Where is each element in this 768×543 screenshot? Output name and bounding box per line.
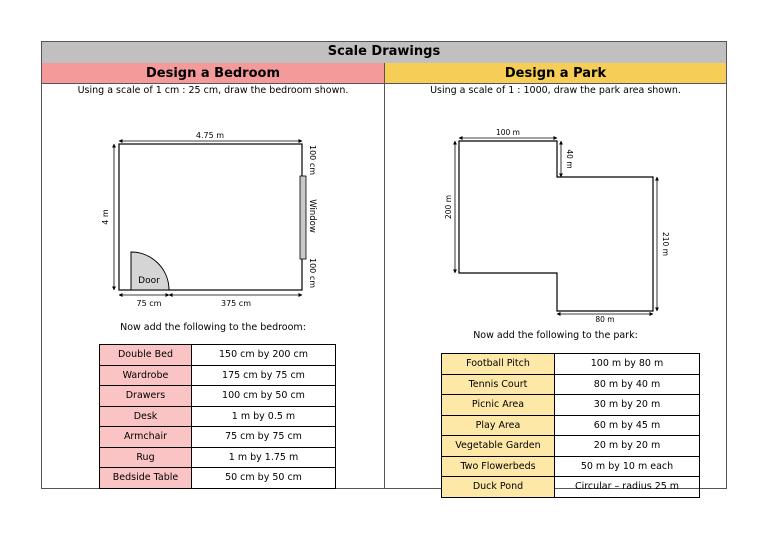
item-size-cell: 150 cm by 200 cm (192, 345, 336, 366)
bedroom-instruction: Using a scale of 1 cm : 25 cm, draw the bedroom shown. (77, 85, 349, 96)
item-size-cell: 100 m by 80 m (555, 354, 700, 375)
table-row (100, 447, 336, 468)
dim-label-bottom-left: 75 cm (136, 299, 162, 308)
item-name-cell: Drawers (100, 386, 192, 407)
item-name-cell: Play Area (442, 415, 555, 436)
item-name-cell: Duck Pond (442, 477, 555, 498)
item-size-cell: 1 m by 1.75 m (192, 447, 336, 468)
park-dim-label-bottom: 80 m (595, 315, 615, 324)
dim-label-right-top: 100 cm (308, 144, 317, 176)
door-label: Door (138, 276, 160, 286)
bedroom-add-text: Now add the following to the bedroom: (120, 322, 306, 333)
park-diagram (385, 63, 726, 333)
window-label: Window (307, 199, 317, 233)
dim-label-top: 4.75 m (195, 131, 225, 140)
item-name-cell: Picnic Area (442, 395, 555, 416)
item-size-cell: 50 m by 10 m each (555, 456, 700, 477)
table-row (100, 345, 336, 366)
item-name-cell: Tennis Court (442, 374, 555, 395)
dim-label-bottom-right: 375 cm (220, 299, 252, 308)
item-name-cell: Desk (100, 406, 192, 427)
park-dim-label-right: 210 m (661, 231, 670, 257)
park-dim-label-step: 40 m (565, 149, 574, 169)
item-name-cell: Two Flowerbeds (442, 456, 555, 477)
item-name-cell: Football Pitch (442, 354, 555, 375)
item-size-cell: 1 m by 0.5 m (192, 406, 336, 427)
table-row (100, 386, 336, 407)
park-section (385, 63, 726, 493)
item-name-cell: Wardrobe (100, 365, 192, 386)
bedroom-items-table (99, 344, 336, 489)
bedroom-diagram (42, 63, 385, 308)
table-row (442, 374, 700, 395)
table-row (100, 468, 336, 489)
item-size-cell: Circular – radius 25 m (555, 477, 700, 498)
item-size-cell: 30 m by 20 m (555, 395, 700, 416)
item-name-cell: Armchair (100, 427, 192, 448)
item-size-cell: 50 cm by 50 cm (192, 468, 336, 489)
item-size-cell: 75 cm by 75 cm (192, 427, 336, 448)
bedroom-heading: Design a Bedroom (42, 63, 384, 84)
table-row (442, 456, 700, 477)
park-instruction: Using a scale of 1 : 1000, draw the park area shown. (430, 85, 681, 96)
dim-label-right-bottom: 100 cm (308, 257, 317, 289)
item-name-cell: Bedside Table (100, 468, 192, 489)
item-size-cell: 20 m by 20 m (555, 436, 700, 457)
park-dim-label-top: 100 m (495, 128, 521, 137)
table-row (100, 365, 336, 386)
table-row (442, 415, 700, 436)
page-title: Scale Drawings (42, 42, 726, 64)
item-size-cell: 100 cm by 50 cm (192, 386, 336, 407)
item-name-cell: Vegetable Garden (442, 436, 555, 457)
park-dim-label-left: 200 m (444, 194, 453, 220)
table-row (442, 436, 700, 457)
window-shape (300, 176, 306, 259)
table-row (442, 354, 700, 375)
bedroom-section (42, 63, 385, 488)
park-heading: Design a Park (385, 63, 726, 84)
item-size-cell: 80 m by 40 m (555, 374, 700, 395)
item-name-cell: Double Bed (100, 345, 192, 366)
item-name-cell: Rug (100, 447, 192, 468)
item-size-cell: 175 cm by 75 cm (192, 365, 336, 386)
dim-label-left: 4 m (101, 209, 110, 225)
table-row (100, 406, 336, 427)
table-row (100, 427, 336, 448)
park-add-text: Now add the following to the park: (473, 330, 638, 341)
park-outline (459, 141, 653, 311)
worksheet (41, 41, 727, 493)
table-row (442, 477, 700, 498)
item-size-cell: 60 m by 45 m (555, 415, 700, 436)
table-row (442, 395, 700, 416)
park-items-table (441, 353, 700, 498)
